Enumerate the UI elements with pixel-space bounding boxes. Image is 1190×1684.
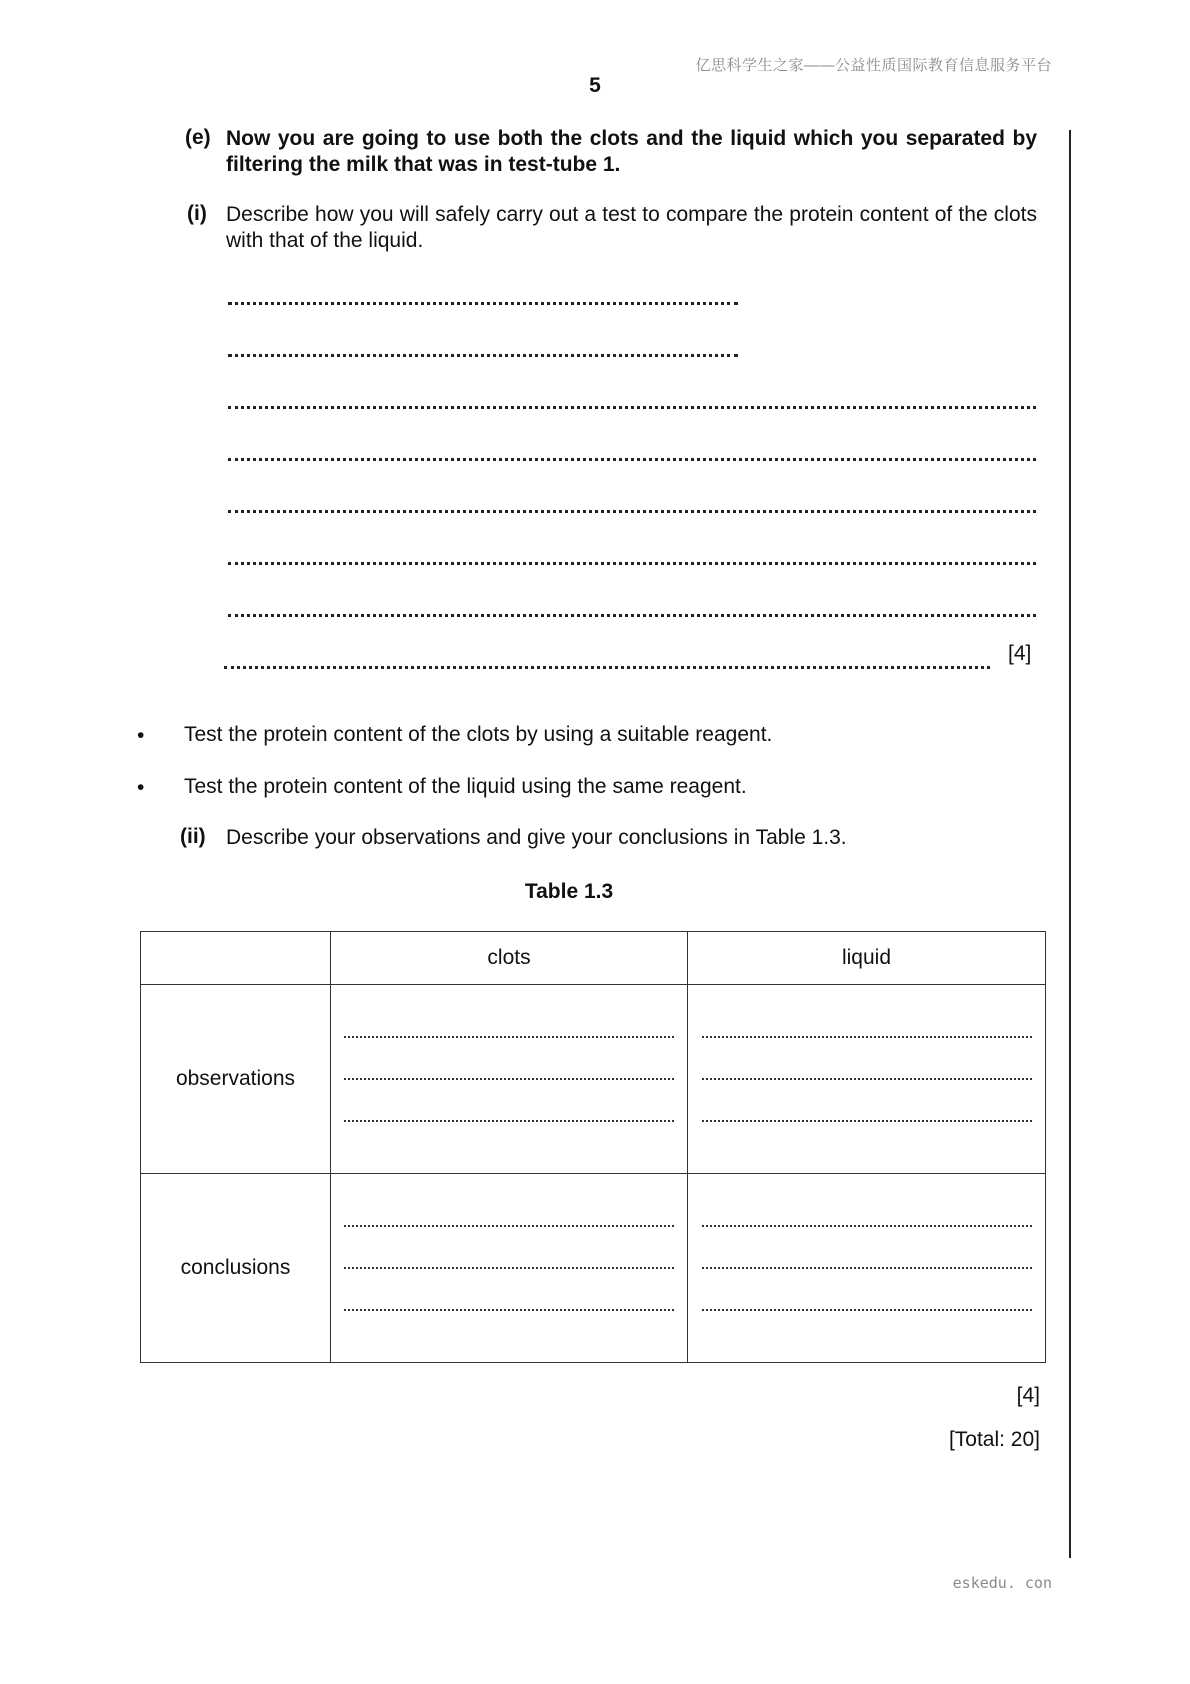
part-i-text: Describe how you will safely carry out a test to compare the protein content of the clots with that of the liquid. [226,203,1037,252]
header-watermark: 亿思科学生之家——公益性质国际教育信息服务平台 [695,57,1052,74]
footer-watermark: eskedu. con [952,1574,1052,1592]
bullet-text: Test the protein content of the liquid using the same reagent. [184,775,747,798]
total-marks: [Total: 20] [948,1428,1040,1451]
answer-line[interactable] [228,354,738,357]
margin-rule [1069,130,1071,1558]
column-header-liquid: liquid [688,932,1046,985]
answer-line[interactable] [228,458,1036,461]
table-corner-cell [141,932,331,985]
answer-line[interactable] [224,666,990,669]
table-marks: [4] [1016,1384,1040,1407]
answer-line[interactable] [228,510,1036,513]
observations-liquid-cell[interactable] [688,985,1046,1174]
conclusions-clots-cell[interactable] [331,1174,688,1363]
bullet-icon: • [137,776,145,799]
question-e-label: (e) [185,126,211,149]
bullet-icon: • [137,724,145,747]
part-i-marks: [4] [1008,642,1032,665]
column-header-clots: clots [331,932,688,985]
part-i-label: (i) [187,202,207,225]
page-number: 5 [589,74,601,97]
bullet-text: Test the protein content of the clots by using a suitable reagent. [184,723,773,746]
answer-line[interactable] [228,562,1036,565]
table-title: Table 1.3 [524,880,614,903]
row-header-observations: observations [141,985,331,1174]
part-ii-label: (ii) [180,825,206,848]
results-table [140,931,1046,1363]
answer-line[interactable] [228,302,738,305]
answer-line[interactable] [228,406,1036,409]
answer-line[interactable] [228,614,1036,617]
part-ii-text: Describe your observations and give your conclusions in Table 1.3. [226,826,847,849]
observations-clots-cell[interactable] [331,985,688,1174]
conclusions-liquid-cell[interactable] [688,1174,1046,1363]
question-e-text: Now you are going to use both the clots and the liquid which you separated by filtering the milk that was in test-tube 1. [226,127,1037,176]
row-header-conclusions: conclusions [141,1174,331,1363]
